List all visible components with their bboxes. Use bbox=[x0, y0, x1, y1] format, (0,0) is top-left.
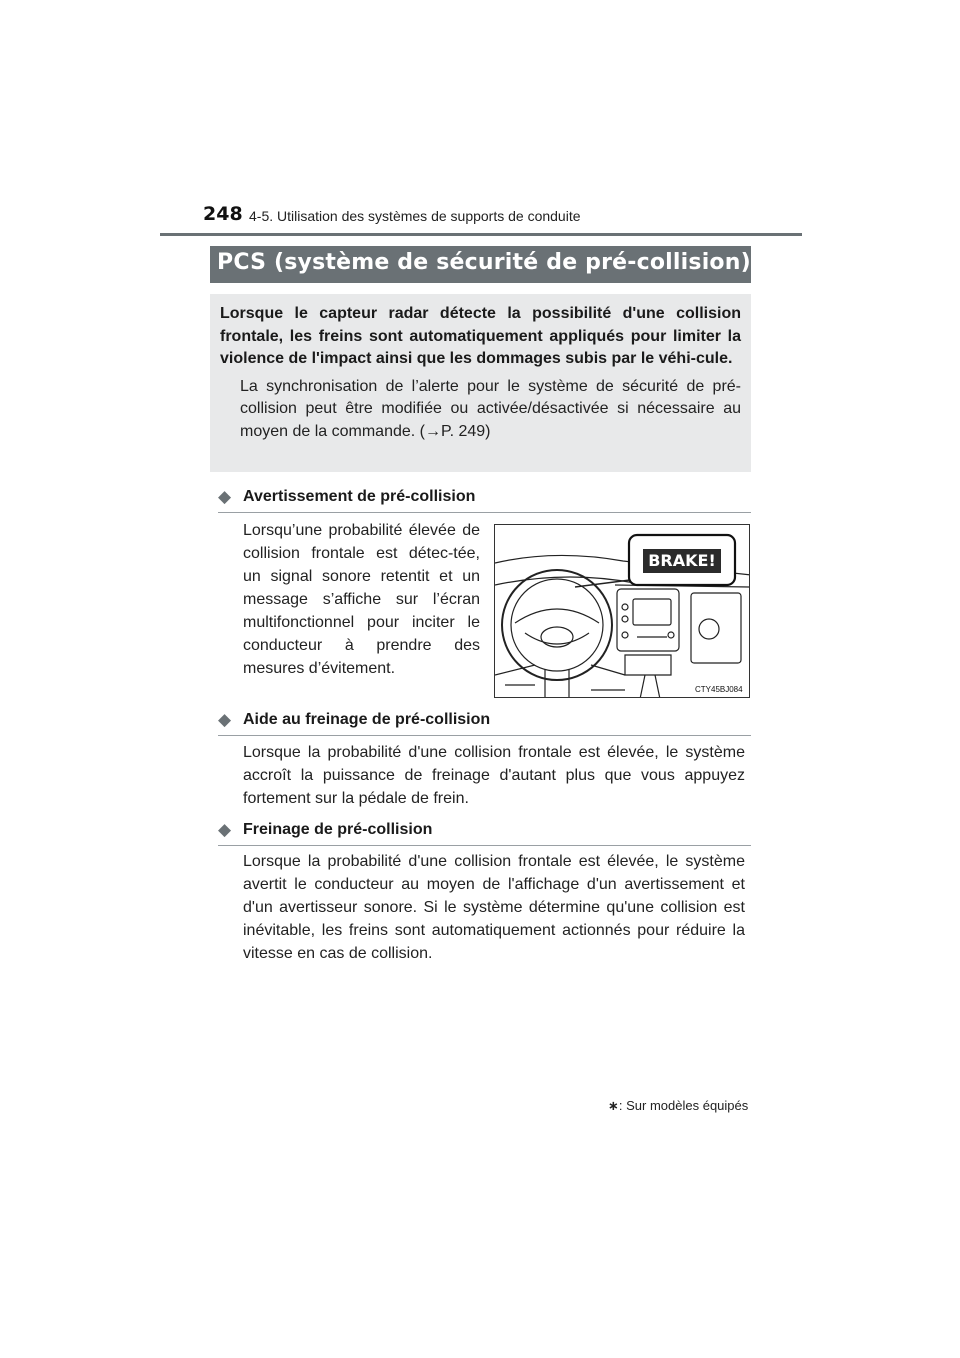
footnote bbox=[608, 1098, 748, 1114]
page-number: 248 bbox=[203, 203, 243, 225]
section-body-pre-collision-braking: Lorsque la probabilité d'une collision frontale est élevée, le système avertit le conducteur au moyen de l'affichage d'un avertissement et d'un avertisseur sonore. Si le système détermine qu'une collision est inévitable, les freins sont automatiquement actionnés pour réduire la vitesse en cas de collision. bbox=[243, 853, 745, 962]
section-title: Aide au freinage de pré-collision bbox=[243, 711, 491, 728]
diamond-icon: ◆ bbox=[218, 487, 232, 506]
section-heading-brake-assist bbox=[218, 709, 751, 736]
section-heading-warning bbox=[218, 486, 751, 513]
figure-code: CTY45BJ084 bbox=[695, 685, 743, 694]
page-title bbox=[217, 250, 766, 275]
intro-note: La synchronisation de l’alerte pour le système de sécurité de pré-collision peut être modifiée ou activée/désactivée si nécessaire au moyen de la commande. (→P. 249) bbox=[240, 377, 741, 440]
dashboard-figure bbox=[494, 524, 750, 698]
intro-summary: Lorsque le capteur radar détecte la possibilité d'une collision frontale, les freins sont automatiquement appliqués pour limiter la violence de l'impact ainsi que les dommages subis par le véhi-cule. bbox=[220, 305, 741, 367]
section-body-warning: Lorsqu’une probabilité élevée de collision frontale est détec-tée, un signal sonore retentit et un message s’affiche sur l’écran multifonctionnel pour inciter le conducteur à prendre des mesures d’évitement. bbox=[243, 522, 480, 677]
title-asterisk: ∗ bbox=[754, 250, 766, 265]
section-title: Avertissement de pré-collision bbox=[243, 488, 476, 505]
brake-display-text: BRAKE! bbox=[648, 551, 716, 570]
section-body-brake-assist: Lorsque la probabilité d'une collision frontale est élevée, le système accroît la puissance de freinage d'autant plus que vous appuyez fortement sur la pédale de frein. bbox=[243, 744, 745, 807]
footnote-text: : Sur modèles équipés bbox=[618, 1098, 749, 1113]
footnote-asterisk: ∗ bbox=[608, 1098, 619, 1113]
section-heading-pre-collision-braking bbox=[218, 819, 751, 846]
diamond-icon: ◆ bbox=[218, 820, 232, 839]
diamond-icon: ◆ bbox=[218, 710, 232, 729]
chapter-heading: 4-5. Utilisation des systèmes de supports de conduite bbox=[249, 208, 581, 224]
header-rule bbox=[160, 233, 802, 236]
page-title-text: PCS (système de sécurité de pré-collision) bbox=[217, 250, 751, 275]
intro-box bbox=[210, 294, 751, 472]
section-title: Freinage de pré-collision bbox=[243, 821, 433, 838]
section-title-bar bbox=[210, 246, 766, 283]
